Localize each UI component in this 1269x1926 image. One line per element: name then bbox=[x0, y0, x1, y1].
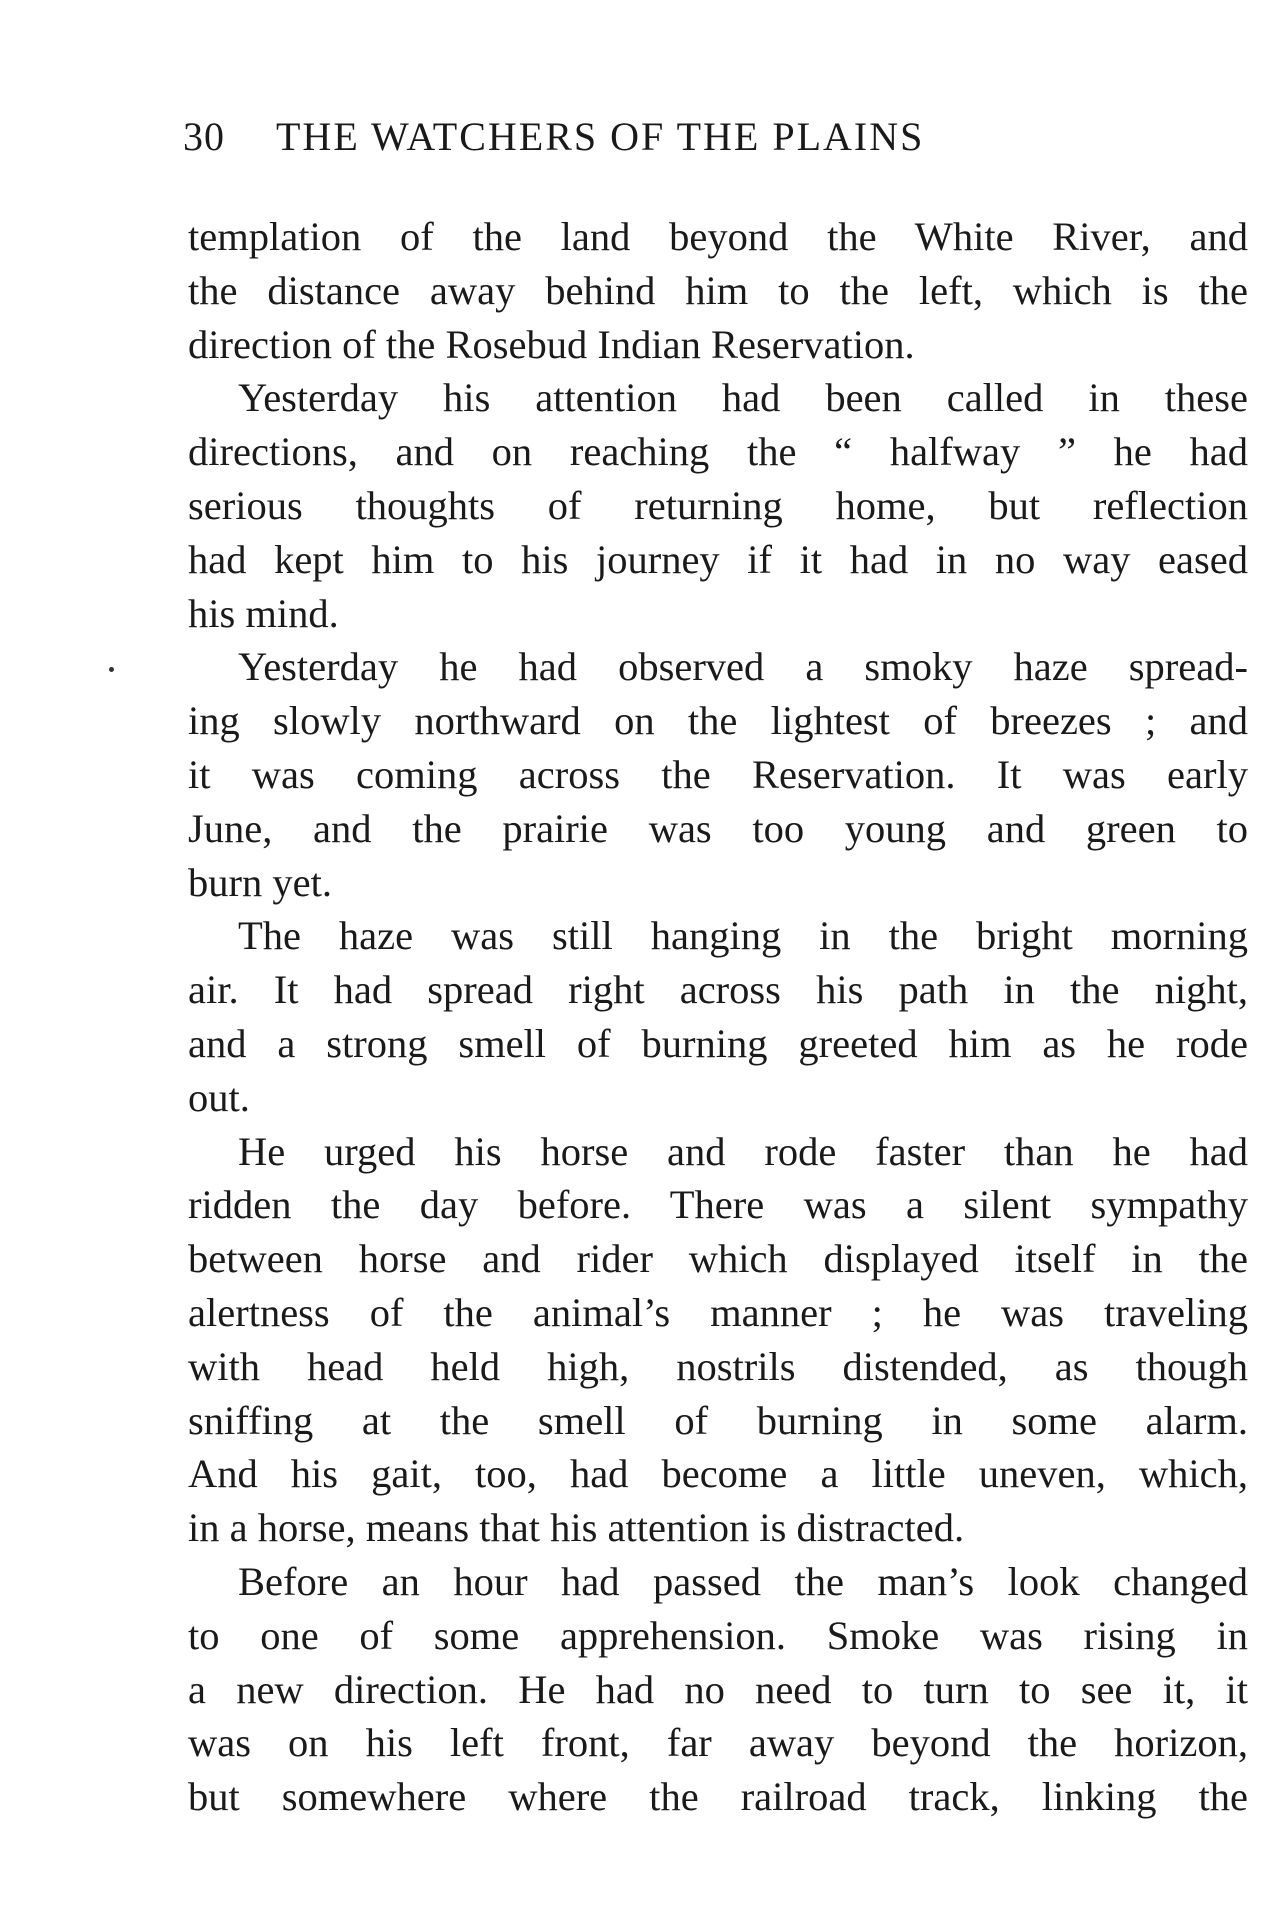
text-line: was on his left front, far away beyond the horizon, bbox=[188, 1720, 1248, 1766]
text-line: He urged his horse and rode faster than he had bbox=[238, 1128, 1248, 1174]
text-line: The haze was still hanging in the bright morning bbox=[238, 913, 1248, 959]
text-line: Yesterday he had observed a smoky haze spread- bbox=[238, 644, 1248, 690]
text-line: with head held high, nostrils distended, as though bbox=[188, 1343, 1248, 1389]
text-line: directions, and on reaching the “ halfway ” he had bbox=[188, 429, 1248, 475]
paragraph bbox=[188, 1125, 1248, 1555]
text-line: and a strong smell of burning greeted him as he rode bbox=[188, 1020, 1248, 1066]
text-line: sniffing at the smell of burning in some alarm. bbox=[188, 1397, 1248, 1443]
running-head bbox=[183, 112, 1113, 162]
paragraph bbox=[188, 210, 1248, 371]
text-line: direction of the Rosebud Indian Reservation. bbox=[188, 321, 915, 367]
text-line: it was coming across the Reservation. It was early bbox=[188, 751, 1248, 797]
text-line: alertness of the animal’s manner ; he was traveling bbox=[188, 1289, 1248, 1335]
text-line: And his gait, too, had become a little uneven, which, bbox=[188, 1451, 1248, 1497]
body-text bbox=[188, 210, 1248, 1824]
text-line: his mind. bbox=[188, 590, 339, 636]
text-line: burn yet. bbox=[188, 859, 332, 905]
text-line: in a horse, means that his attention is distracted. bbox=[188, 1505, 965, 1551]
paragraph bbox=[188, 371, 1248, 640]
page-number: 30 bbox=[183, 114, 225, 159]
text-line: Before an hour had passed the man’s look changed bbox=[238, 1558, 1248, 1604]
text-line: a new direction. He had no need to turn to see it, it bbox=[188, 1666, 1248, 1712]
text-line: serious thoughts of returning home, but reflection bbox=[188, 482, 1248, 528]
paragraph bbox=[188, 640, 1248, 909]
running-title: THE WATCHERS OF THE PLAINS bbox=[276, 114, 925, 159]
text-line: had kept him to his journey if it had in no way eased bbox=[188, 536, 1248, 582]
text-line: air. It had spread right across his path in the night, bbox=[188, 967, 1248, 1013]
paragraph bbox=[188, 909, 1248, 1124]
text-line: ridden the day before. There was a silent sympathy bbox=[188, 1182, 1248, 1228]
margin-mark bbox=[109, 667, 114, 672]
text-line: between horse and rider which displayed itself in the bbox=[188, 1236, 1248, 1282]
text-line: out. bbox=[188, 1074, 250, 1120]
text-line: the distance away behind him to the left, which is the bbox=[188, 267, 1248, 313]
text-line: but somewhere where the railroad track, linking the bbox=[188, 1774, 1248, 1820]
text-line: to one of some apprehension. Smoke was rising in bbox=[188, 1612, 1248, 1658]
text-line: ing slowly northward on the lightest of breezes ; and bbox=[188, 698, 1248, 744]
text-line: templation of the land beyond the White River, and bbox=[188, 214, 1248, 259]
paragraph bbox=[188, 1555, 1248, 1824]
text-line: Yesterday his attention had been called in these bbox=[238, 375, 1248, 421]
text-line: June, and the prairie was too young and green to bbox=[188, 805, 1248, 851]
